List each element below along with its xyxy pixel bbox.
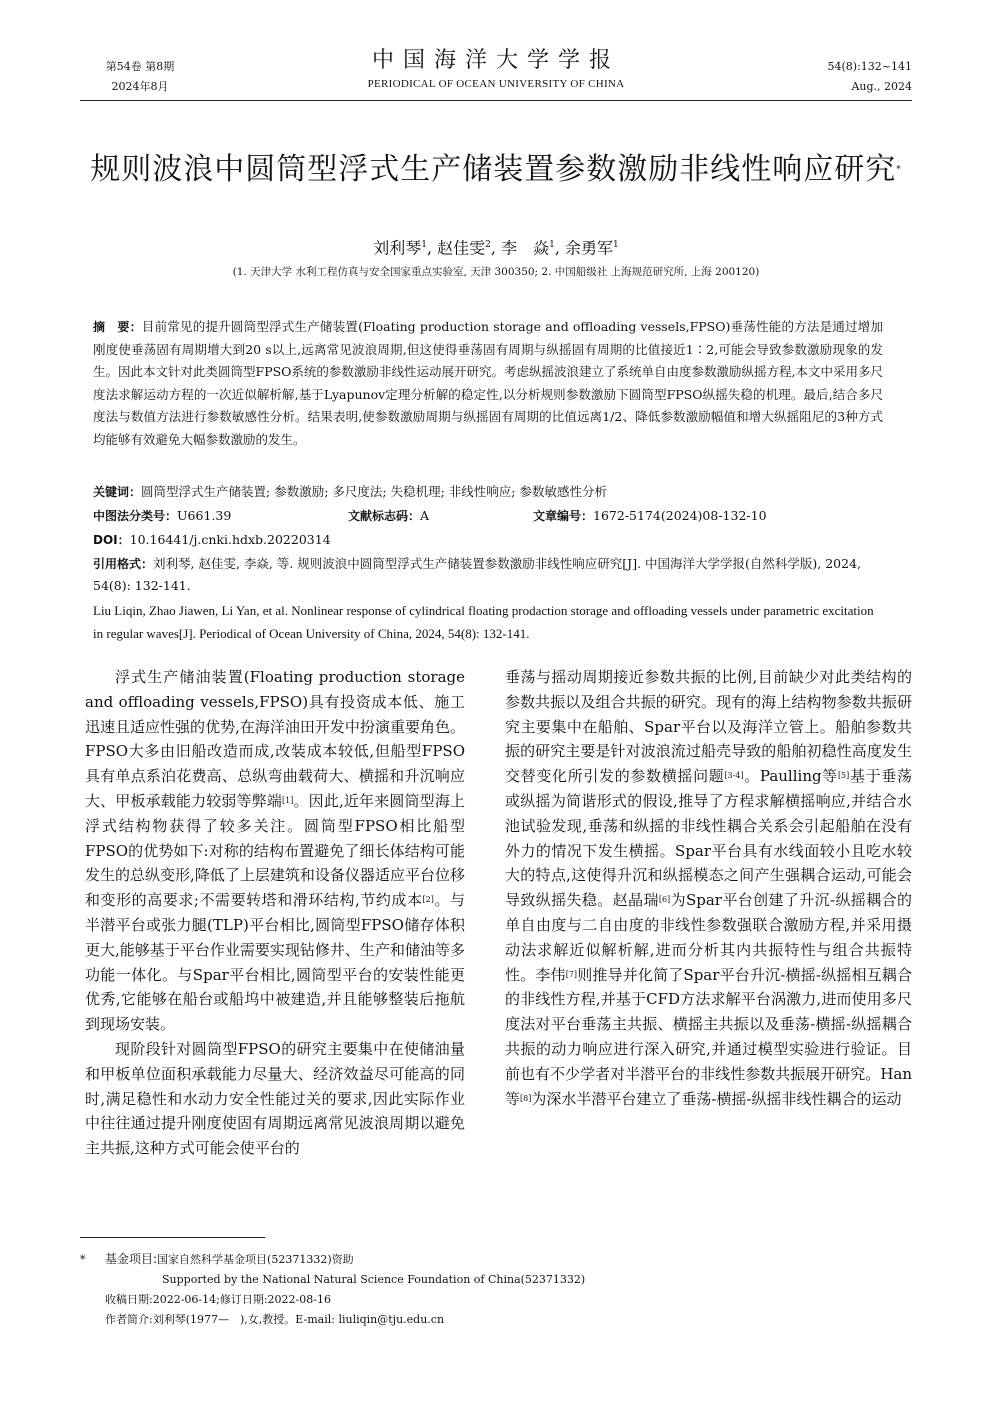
fund-en: Supported by the National Natural Science Foundation of China(52371332): [162, 1273, 586, 1286]
doc-code-label: 文献标志码：: [348, 509, 421, 523]
keywords: [93, 481, 883, 503]
author-affiliation-mark: 2: [485, 240, 491, 250]
page-info: [762, 57, 912, 97]
article-title-text: 规则波浪中圆筒型浮式生产储装置参数激励非线性响应研究: [90, 152, 897, 187]
paragraph: 现阶段针对圆筒型FPSO的研究主要集中在使储油量和甲板单位面积承载能力尽量大、经济效益尽可能高的同时,满足稳性和水动力安全性能过关的要求,因此实际作业中往往通过提升刚度使固有周期远离常见波浪周期以避免主共振,这种方式可能会使平台的: [85, 1039, 465, 1158]
keywords-label: 关键词：: [93, 485, 142, 499]
abstract-label: 摘 要：: [93, 320, 142, 334]
received-dates: 收稿日期:2022-06-14;修订日期:2022-08-16: [105, 1293, 331, 1306]
citation-ref: [8]: [520, 1093, 532, 1103]
doi-value: 10.16441/j.cnki.hdxb.20220314: [129, 532, 331, 547]
header-rule: [80, 100, 912, 101]
footnote-mark: *: [80, 1253, 86, 1266]
author-bio: 作者简介:刘利琴(1977— ),女,教授。E-mail: liuliqin@tju.edu.cn: [105, 1313, 445, 1326]
page-range: 54(8):132~141: [827, 60, 912, 73]
journal-title-cn: 中国海洋大学学报: [371, 48, 620, 73]
author-name: 刘利琴: [373, 238, 422, 258]
abstract: [93, 316, 883, 451]
author-name: 赵佳雯: [437, 238, 486, 258]
citation: [93, 553, 883, 597]
author-list: 刘利琴$^1$, 赵佳雯$^2$, 李 焱$^1$, 余勇军$^1$: [373, 238, 619, 258]
article-number-label: 文章编号：: [533, 509, 594, 523]
issue-info: [80, 57, 200, 97]
citation-ref: [6]: [658, 895, 671, 905]
clc-value: U661.39: [177, 508, 232, 523]
doi: [93, 529, 883, 551]
journal-title-en: PERIODICAL OF OCEAN UNIVERSITY OF CHINA: [367, 78, 625, 90]
author-affiliation-mark: 1: [421, 240, 427, 250]
classification-row: [93, 505, 883, 527]
author-affiliation-mark: 1: [613, 240, 619, 250]
article-number-value: 1672-5174(2024)08-132-10: [593, 508, 767, 523]
fund-line: [80, 1249, 900, 1270]
journal-title: [300, 46, 692, 92]
body-right-column: [505, 665, 912, 1111]
fund-label: 基金项目:: [105, 1252, 158, 1266]
title-footnote-mark: *: [896, 165, 902, 175]
clc-label: 中图法分类号：: [93, 509, 178, 523]
body-left-column: [85, 665, 465, 1161]
citation-ref: [1]: [282, 795, 294, 805]
paragraph: 垂荡与摇动周期接近参数共振的比例,目前缺少对此类结构的参数共振以及组合共振的研究。现有的海上结构物参数共振研究主要集中在船舶、Spar平台以及海洋立管上。船舶参数共振的研究主要是针对波浪流过船壳导致的船舶初稳性高度发生交替变化所引发的参数横摇问题[3-4]。Paulling等[5]基于垂荡或纵摇为简谐形式的假设,推导了方程求解横摇响应,并结合水池试验发现,垂荡和纵摇的非线性耦合关系会引起船舶在没有外力的情况下发生横摇。Spar平台具有水线面较小且吃水较大的特点,这使得升沉和纵摇模态之间产生强耦合运动,可能会导致纵摇失稳。赵晶瑞[6]为Spar平台创建了升沉-纵摇耦合的单自由度与二自由度的非线性参数强联合激励方程,并采用摄动法求解近似解析解,进而分析其内共振特性与组合共振特性。李伟[7]则推导并化简了Spar平台升沉-横摇-纵摇相互耦合的非线性方程,并基于CFD方法求解平台涡激力,进而使用多尺度法对平台垂荡主共振、横摇主共振以及垂荡-横摇-纵摇耦合共振的动力响应进行深入研究,并通过模型实验进行验证。目前也有不少学者对半潜平台的非线性参数共振展开研究。Han等[8]为深水半潜平台建立了垂荡-横摇-纵摇非线性耦合的运动: [505, 668, 912, 1108]
footnote-rule: [80, 1237, 265, 1238]
issue-date: 2024年8月: [111, 80, 169, 93]
paragraph: 浮式生产储油装置(Floating production storage and offloading vessels,FPSO)具有投资成本低、施工迅速且适应性强的优势,在海洋油田开发中扮演重要角色。FPSO大多由旧船改造而成,改装成本较低,但船型FPSO具有单点系泊花费高、总纵弯曲载荷大、横摇和升沉响应大、甲板承载能力较弱等弊端[1]。因此,近年来圆筒型海上浮式结构物获得了较多关注。圆筒型FPSO相比船型FPSO的优势如下:对称的结构布置避免了细长体结构可能发生的总纵变形,降低了上层建筑和设备仪器适应平台位移和变形的高要求;不需要转塔和滑环结构,节约成本[2]。与半潜平台或张力腿(TLP)平台相比,圆筒型FPSO储存体积更大,能够基于平台作业需要实现钻修井、生产和储油等多功能一体化。与Spar平台相比,圆筒型平台的安装性能更优秀,它能够在船台或船坞中被建造,并且能够整装后拖航到现场安装。: [85, 668, 465, 1034]
citation-ref: [5]: [837, 771, 850, 781]
citation-ref: [3-4]: [724, 771, 744, 781]
footnote: [80, 1249, 900, 1330]
citation-en: Liu Liqin, Zhao Jiawen, Li Yan, et al. Nonlinear response of cylindrical floating prodaction storage and offloading vessels under parametric excitation in regular waves[J]. Periodical of Ocean University of China, 2024, 54(8): 132-141.: [93, 603, 874, 641]
citation-ref: [7]: [565, 969, 578, 979]
author-name: 李 焱: [501, 238, 550, 258]
affiliations: (1. 天津大学 水利工程仿真与安全国家重点实验室, 天津 300350; 2. 中国船级社 上海规范研究所, 上海 200120): [232, 266, 760, 278]
author-affiliation-mark: 1: [549, 240, 555, 250]
citation-cn: 刘利琴, 赵佳雯, 李焱, 等. 规则波浪中圆筒型浮式生产储装置参数激励非线性响应研究[J]. 中国海洋大学学报(自然科学版), 2024, 54(8): 132-141.: [93, 556, 862, 593]
issue-date-en: Aug., 2024: [851, 80, 912, 93]
article-title: [0, 150, 992, 190]
citation-ref: [2]: [422, 895, 434, 905]
doi-label: DOI：: [93, 533, 130, 547]
doc-code-value: A: [420, 508, 430, 523]
keywords-text: 圆筒型浮式生产储装置; 参数激励; 多尺度法; 失稳机理; 非线性响应; 参数敏感性分析: [141, 484, 607, 499]
fund-cn: 国家自然科学基金项目(52371332)资助: [157, 1253, 354, 1266]
volume-issue: 第54卷 第8期: [105, 60, 175, 73]
abstract-text: 目前常见的提升圆筒型浮式生产储装置(Floating production storage and offloading vessels,FPSO)垂荡性能的方法是通过增加刚度使垂荡固有周期增大到20 s以上,远离常见波浪周期,但这使得垂荡固有周期与纵摇固有周期的比值接近1∶2,可能会导致参数激励现象的发生。因此本文针对此类圆筒型FPSO系统的参数激励非线性运动展开研究。考虑纵摇波浪建立了系统单自由度参数激励纵摇方程,本文中采用多尺度法求解运动方程的一次近似解析解,基于Lyapunov定理分析解的稳定性,以分析规则参数激励下圆筒型FPSO纵摇失稳的机理。最后,结合多尺度法与数值方法进行参数敏感性分析。结果表明,使参数激励周期与纵摇固有周期的比值远离1/2、降低参数激励幅值和增大纵摇阻尼的3种方式均能够有效避免大幅参数激励的发生。: [93, 319, 883, 447]
author-name: 余勇军: [565, 238, 614, 258]
citation-label: 引用格式：: [93, 557, 154, 571]
